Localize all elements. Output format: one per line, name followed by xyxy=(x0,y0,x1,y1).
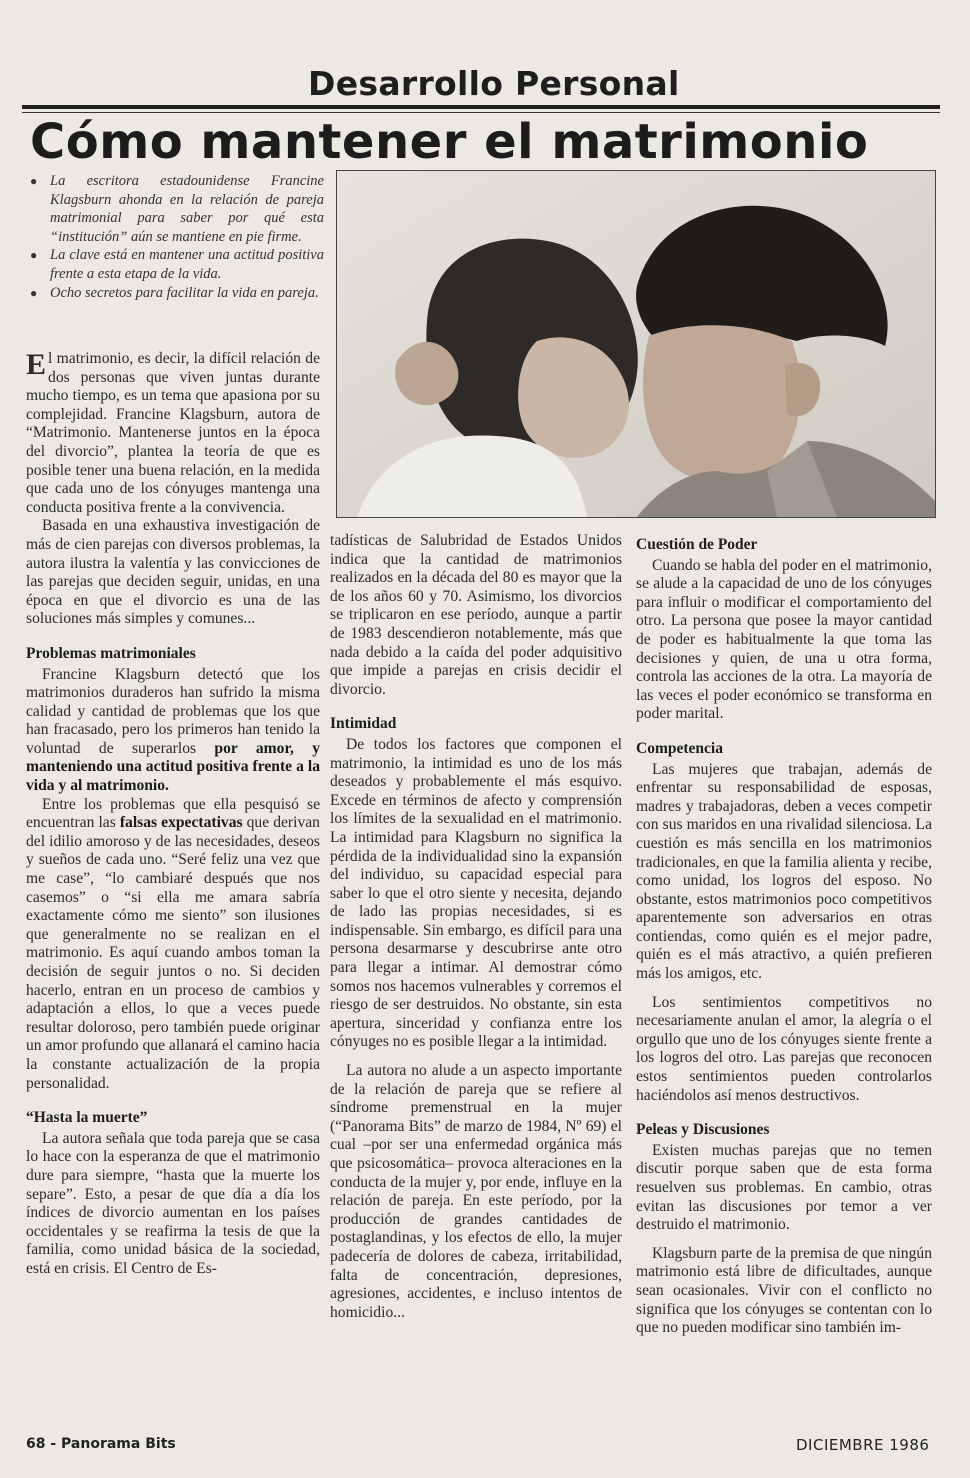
paragraph xyxy=(26,666,320,796)
paragraph: tadísticas de Salubridad de Estados Unidos indica que la cantidad de matrimonios realizados en la década del 80 es mayor que la de los años 60 y 70. Asimismo, los divorcios se triplicaron en ese período, aunque a partir de 1983 descendieron notablemente, más que nada debido a la caída del poder adquisitivo que impide a parejas en crisis decidir el divorcio. xyxy=(330,532,622,698)
intro-paragraph xyxy=(26,350,320,517)
intro-text: l matrimonio, es decir, la difícil relación de dos personas que viven juntas durante mucho tiempo, es un tema que apasiona por su complejidad. Francine Klagsburn, autora de “Matrimonio. Mantenerse juntos en la época del divorcio”, plantea la teoría de que es posible tener una buena relación, en la medida que cada uno de los cónyuges mantenga una conducta positiva frente a la convivencia. xyxy=(26,350,320,516)
paragraph: Los sentimientos competitivos no necesariamente anulan el amor, la alegría o el orgullo que uno de los cónyuges siente frente a los logros del otro. Las parejas que reconocen estos sentimientos pueden controlarlos haciéndolos así menos destructivos. xyxy=(636,993,932,1104)
paragraph xyxy=(26,796,320,1094)
issue-date-footer: DICIEMBRE 1986 xyxy=(796,1436,930,1454)
paragraph-text: que derivan del idilio amoroso y de las necesidades, deseos y sueños de cada uno. “Seré feliz una vez que me case”, “lo cambiaré después que nos casemos” o “si ella me amara sabría exactamente cómo me siento” son ilusiones que generalmente no se realizan en el matrimonio. Es aquí cuando ambos toman la decisión de seguir juntos o no. Si deciden hacerlo, entran en un proceso de cambios y adaptación a ellos, lo que a veces puede resultar doloroso, pero también puede originar un amor profundo que allanará el camino hacia la constante actualización de la propia personalidad. xyxy=(26,814,320,1092)
subheading-intimidad: Intimidad xyxy=(330,715,397,733)
subheading-hasta-la-muerte: “Hasta la muerte” xyxy=(26,1109,148,1127)
paragraph: De todos los factores que componen el matrimonio, la intimidad es uno de los más deseados y probablemente el más esquivo. Excede en términos de afecto y comprensión los límites de la sexualidad en el matrimonio. La intimidad para Klagsburn no significa la pérdida de la individualidad sino la expansión del individuo, su capacidad especial para saber lo que el otro siente y necesita, dejando de lado las propias necesidades, si es indispensable. Sin embargo, es difícil para una persona desarmarse y descubrirse ante otro para llegar a intimar. Al demostrar cómo somos nos hacemos vulnerables y corremos el riesgo de ser destruidos. No obstante, sin esta apertura, sinceridad y confianza entre los cónyuges no es posible llegar a la intimidad. xyxy=(330,735,622,1051)
paragraph-text: Francine Klagsburn detectó que los matrimonios duraderos han sufrido la misma calidad y cantidad de problemas que los que han fracasado, pero los primeros han tenido la voluntad de superarlos xyxy=(26,665,320,757)
article-column-1 xyxy=(26,350,320,1279)
header-rule-thick xyxy=(22,105,940,109)
paragraph: Existen muchas parejas que no temen discutir porque saben que de esta forma resuelven sus problemas. En cambio, otras evitan las discusiones por temor a ver destruido el matrimonio. xyxy=(636,1141,932,1234)
article-column-3 xyxy=(636,536,932,1338)
bullet-item: ● La clave está en mantener una actitud positiva frente a esta etapa de la vida. xyxy=(30,246,324,283)
paragraph: Las mujeres que trabajan, además de enfrentar su responsabilidad de esposas, madres y trabajadoras, deben a veces competir con sus maridos en una rivalidad silenciosa. La cuestión es más sencilla en los matrimonios tradicionales, en que la familia alienta y recibe, como unidad, los logros del esposo. No obstante, estos matrimonios poco competitivos aparentemente son adversarios en otras contiendas, como quién es el mejor padre, quién es el más atractivo, a quién prefieren más los amigos, etc. xyxy=(636,760,932,983)
article-column-2 xyxy=(330,532,622,1322)
couple-photo xyxy=(336,170,936,518)
paragraph: Klagsburn parte de la premisa de que ningún matrimonio está libre de dificultades, aunque sean ocasionales. Vivir con el conflicto no significa que los cónyuges se contentan con lo que no pueden modificar sino también im- xyxy=(636,1244,932,1337)
page-number-footer: 68 - Panorama Bits xyxy=(26,1436,176,1452)
paragraph: La autora señala que toda pareja que se casa lo hace con la esperanza de que el matrimonio dure para siempre, “hasta que la muerte los separe”. Esto, a pesar de que día a día los índices de divorcio aumentan en los países occidentales y se reafirma la tesis de que la familia, como unidad básica de la sociedad, está en crisis. El Centro de Es- xyxy=(26,1129,320,1277)
summary-bullets xyxy=(30,172,324,302)
paragraph-text: Entre los problemas que ella pesquisó se encuentran las xyxy=(26,795,320,832)
bullet-item: ● Ocho secretos para facilitar la vida en pareja. xyxy=(30,284,324,303)
subheading-problemas: Problemas matrimoniales xyxy=(26,644,196,662)
paragraph-bold-text: por amor, y manteniendo una actitud positiva frente a la vida y al matrimonio. xyxy=(26,739,320,795)
article-title: Cómo mantener el matrimonio xyxy=(30,114,869,170)
bullet-item: ● La escritora estadounidense Francine Klagsburn ahonda en la relación de pareja matrimonial para saber por qué esta “institución” aún se mantiene en pie firme. xyxy=(30,172,324,246)
paragraph-bold-text: falsas expectativas xyxy=(119,814,243,832)
subheading-peleas: Peleas y Discusiones xyxy=(636,1121,770,1139)
drop-cap: E xyxy=(26,348,47,381)
paragraph: Basada en una exhaustiva investigación de más de cien parejas con diversos problemas, la autora ilustra la valentía y las convicciones de las parejas que deciden seguir, unidas, en una época en que el divorcio es una de las soluciones más simples y comunes... xyxy=(26,517,320,628)
section-heading: Desarrollo Personal xyxy=(308,64,680,103)
header-rule-thin xyxy=(22,112,940,113)
subheading-competencia: Competencia xyxy=(636,739,723,757)
couple-photo-illustration xyxy=(337,171,935,517)
paragraph: La autora no alude a un aspecto importante de la relación de pareja que se refiere al síndrome premenstrual en la mujer (“Panorama Bits” de marzo de 1984, Nº 69) el cual –por ser una enfermedad orgánica más que psicosomática– provoca alteraciones en la conducta de la mujer y, por ende, influye en la relación de pareja. En este período, por la producción de grandes cantidades de postaglandinas, y los efectos de ello, la mujer padecería de dolores de cabeza, irritabilidad, falta de concentración, depresiones, agresiones, accidentes, e incluso intentos de homicidio... xyxy=(330,1062,622,1321)
paragraph: Cuando se habla del poder en el matrimonio, se alude a la capacidad de uno de los cónyuges para influir o modificar el comportamiento del otro. La persona que posee la mayor cantidad de poder es habitualmente la que toma las decisiones y quien, de una u otra forma, controla las acciones de la otra. La mayoría de las veces el poder económico se transforma en poder marital. xyxy=(636,556,932,723)
subheading-cuestion-de-poder: Cuestión de Poder xyxy=(636,536,758,553)
